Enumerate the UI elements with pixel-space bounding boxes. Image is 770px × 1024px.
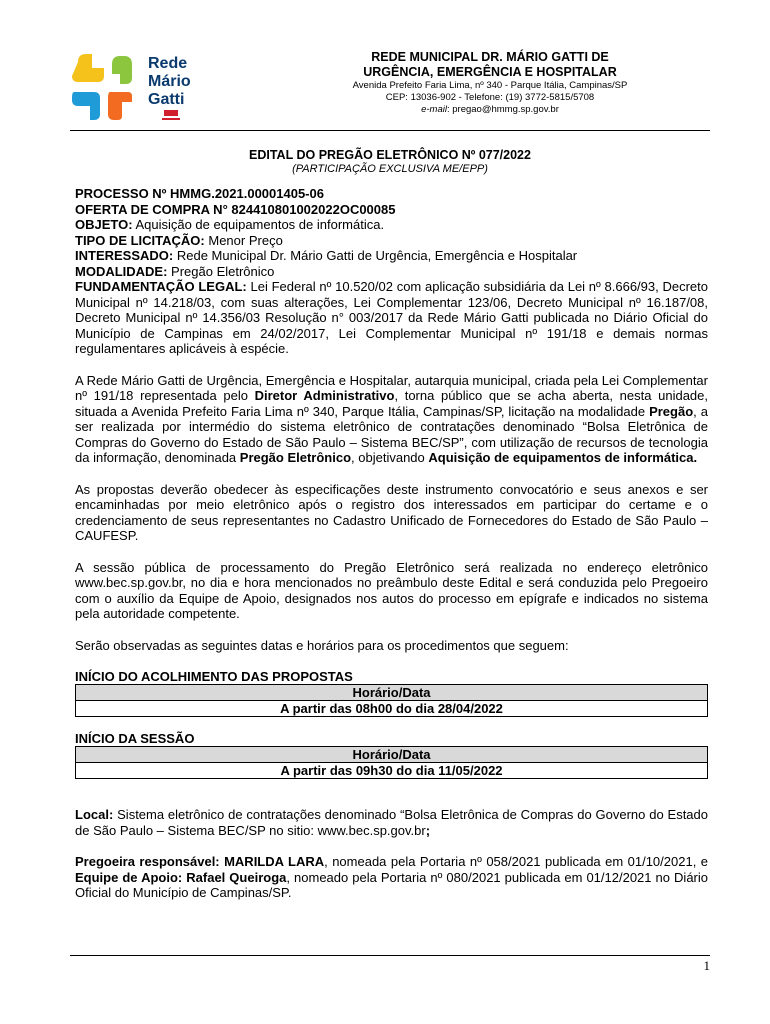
edital-heading [70, 148, 710, 176]
schedule-value: A partir das 08h00 do dia 28/04/2022 [76, 701, 708, 717]
org-address: Avenida Prefeito Faria Lima, nº 340 - Parque Itália, Campinas/SP [352, 80, 628, 91]
local-paragraph [75, 807, 708, 838]
pregoeira-label: Pregoeira responsável: MARILDA LARA [75, 854, 325, 869]
propostas-paragraph: As propostas deverão obedecer às especificações deste instrumento convocatório e seus anexos e ser encaminhadas por meio eletrônico após o registro dos interessados em participar do certame e o credenciamento de seus representantes no Cadastro Unificado de Fornecedores do Estado de São Paulo – CAUFESP. [75, 481, 708, 543]
schedule-value: A partir das 09h30 do dia 11/05/2022 [76, 763, 708, 779]
edital-title: EDITAL DO PREGÃO ELETRÔNICO Nº 077/2022 [249, 148, 531, 162]
schedule-title-propostas: INÍCIO DO ACOLHIMENTO DAS PROPOSTAS [75, 669, 353, 684]
intro-text-a: A Rede Mário Gatti de Urgência, Emergência e Hospitalar, autarquia municipal, criada pela Lei Complementar nº 191/18 representada pelo [75, 372, 708, 403]
org-name-line2: URGÊNCIA, EMERGÊNCIA E HOSPITALAR [363, 65, 617, 79]
logo-text-rede: Rede [148, 55, 188, 72]
edital-subtitle: (PARTICIPAÇÃO EXCLUSIVA ME/EPP) [292, 163, 488, 175]
intro-text-e: , objetivando [351, 450, 429, 465]
modalidade-label: MODALIDADE: [75, 263, 168, 279]
pregoeira-text-a: , nomeada pela Portaria nº 058/2021 publicada em 01/10/2021, e [324, 854, 708, 869]
organization-header [300, 50, 680, 116]
logo-text-gatti: Gatti [148, 91, 185, 108]
intro-bold-objeto: Aquisição de equipamentos de informática. [428, 450, 698, 465]
fundamentacao-paragraph [75, 279, 708, 357]
equipe-apoio-label: Equipe de Apoio: Rafael Queiroga [75, 869, 287, 885]
interessado-line [75, 248, 708, 264]
schedule-table-propostas [75, 684, 708, 717]
processo-line: PROCESSO Nº HMMG.2021.00001405-06 [75, 186, 324, 201]
page-number: 1 [703, 958, 710, 973]
objeto-value: Aquisição de equipamentos de informática. [132, 217, 385, 232]
local-value: Sistema eletrônico de contratações denominado “Bolsa Eletrônica de Compras do Governo do Estado de São Paulo – Sistema BEC/SP no sitio: www.bec.sp.gov.br [75, 807, 708, 838]
interessado-value: Rede Municipal Dr. Mário Gatti de Urgência, Emergência e Hospitalar [173, 248, 578, 263]
email-label: e-mail [421, 104, 447, 115]
sessao-paragraph: A sessão pública de processamento do Pregão Eletrônico será realizada no endereço eletrônico www.bec.sp.gov.br, no dia e hora mencionados no preâmbulo deste Edital e será conduzida pelo Pregoeiro com o auxílio da Equipe de Apoio, designados nos autos do processo em epígrafe e indicados no sistema pela autoridade competente. [75, 559, 708, 621]
org-name-line1: REDE MUNICIPAL DR. MÁRIO GATTI DE [371, 50, 609, 64]
logo-text-mario: Mário [148, 73, 191, 90]
fundamentacao-value: Lei Federal nº 10.520/02 com aplicação subsidiária da Lei nº 8.666/93, Decreto Municipal nº 14.218/03, com suas alterações, Lei Complementar 123/06, Decreto Municipal nº 16.187/08, Decreto Municipal nº 14.356/03 Resolução n° 003/2017 da Rede Mário Gatti publicada no Diário Oficial do Município de Campinas em 24/02/2017, Lei Complementar Municipal nº 191/18 e demais normas regulamentares aplicáveis à espécie. [75, 279, 708, 356]
objeto-line [75, 217, 708, 233]
intro-text-c: , torna público que se acha aberta, nesta unidade, situada a Avenida Prefeito Faria Lima nº 340, Parque Itália, Campinas/SP, licitação na modalidade [75, 388, 708, 419]
modalidade-line [75, 264, 708, 280]
fundamentacao-label: FUNDAMENTAÇÃO LEGAL: [75, 279, 247, 294]
pregoeira-paragraph [75, 854, 708, 901]
local-label: Local: [75, 807, 114, 822]
schedule-header: Horário/Data [76, 685, 708, 701]
pregoeira-text-b: , nomeado pela Portaria nº 080/2021 publicada em 01/12/2021 no Diário Oficial do Município de Campinas/SP. [75, 869, 708, 900]
footer-divider [70, 955, 710, 956]
interessado-label: INTERESSADO: [75, 248, 174, 263]
tipo-line [75, 233, 708, 249]
schedule-title-sessao: INÍCIO DA SESSÃO [75, 731, 195, 746]
header-divider [70, 130, 710, 131]
datas-intro-paragraph: Serão observadas as seguintes datas e horários para os procedimentos que seguem: [75, 637, 569, 653]
email-value: : pregao@hmmg.sp.gov.br [446, 104, 559, 115]
schedule-header: Horário/Data [76, 747, 708, 763]
intro-bold-diretor: Diretor Administrativo [254, 388, 395, 403]
modalidade-value: Pregão Eletrônico [167, 263, 275, 279]
oferta-line: OFERTA DE COMPRA N° 824410801002022OC00085 [75, 201, 396, 217]
intro-paragraph [75, 373, 708, 466]
document-body [75, 186, 708, 901]
tipo-label: TIPO DE LICITAÇÃO: [75, 232, 205, 248]
rede-mario-gatti-logo [70, 52, 210, 124]
org-email [300, 104, 680, 116]
intro-bold-pregao: Pregão [649, 403, 694, 419]
objeto-label: OBJETO: [75, 217, 133, 232]
schedule-table-sessao [75, 746, 708, 779]
intro-text-d: , a ser realizada por intermédio do sistema eletrônico de contratações denominado “Bolsa Eletrônica de Compras do Governo do Estado de São Paulo – Sistema BEC/SP”, com utilização de recursos de tecnologia da informação, denominada [75, 403, 708, 465]
tipo-value: Menor Preço [204, 232, 283, 248]
intro-bold-pregao-eletronico: Pregão Eletrônico [239, 450, 352, 465]
local-end: ; [425, 822, 431, 838]
org-cep-phone: CEP: 13036-902 - Telefone: (19) 3772-5815/5708 [385, 92, 595, 103]
